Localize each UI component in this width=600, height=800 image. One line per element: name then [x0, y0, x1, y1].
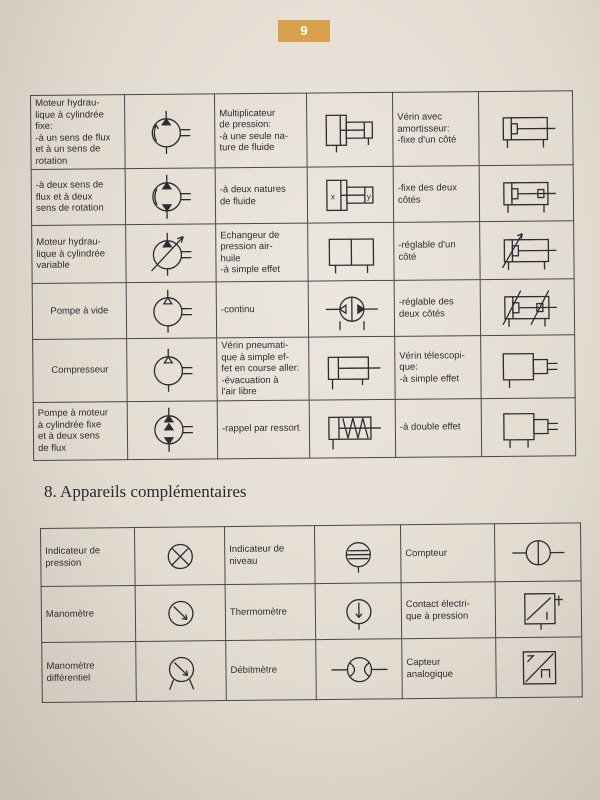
- analog-sensor-icon: [496, 637, 583, 698]
- level-indicator-icon: [314, 525, 401, 584]
- manometer-icon: [135, 585, 226, 642]
- table-cell-label: Thermomètre: [225, 584, 316, 641]
- fixed-motor-two-way-icon: [125, 168, 215, 225]
- table-cell-label: -à deux natures de fluide: [215, 167, 307, 224]
- table-cell-label: Moteur hydrau- lique à cylindrée variable: [32, 225, 127, 284]
- pressure-switch-icon: [495, 581, 582, 638]
- table-row: [32, 279, 574, 340]
- page-number-badge: 9: [278, 20, 330, 42]
- table-cell-label: -réglable des deux côtés: [394, 280, 480, 337]
- svg-text:y: y: [366, 191, 371, 201]
- table-cell-label: Manomètre différentiel: [42, 642, 137, 703]
- pressure-intensifier-single-icon: [306, 92, 393, 167]
- table-cell-label: -à deux sens de flux et à deux sens de rotation: [31, 169, 125, 226]
- telescopic-cylinder-single-icon: [481, 335, 576, 398]
- table-cell-label: Manomètre: [41, 586, 136, 643]
- spring-return-cylinder-icon: [309, 399, 396, 458]
- table-cell-label: Débitmètre: [226, 640, 317, 701]
- fixed-motor-one-way-icon: [125, 94, 216, 169]
- table-row: [33, 335, 576, 402]
- table-cell-label: Moteur hydrau- lique à cylindrée fixe: -à un sens de flux et à un sens de rotation: [31, 95, 126, 170]
- table-cell-label: Compteur: [400, 524, 495, 583]
- table-cell-label: -fixe des deux côtés: [393, 166, 479, 223]
- pump-motor-icon: [127, 400, 218, 459]
- table-cell-label: Compresseur: [33, 339, 128, 402]
- table-cell-label: Pompe à vide: [32, 283, 126, 340]
- table-row: [41, 581, 582, 643]
- table-cell-label: -réglable d'un côté: [394, 222, 481, 281]
- table-row: [41, 523, 582, 587]
- table-row: [32, 221, 574, 284]
- pressure-indicator-icon: [135, 527, 226, 586]
- compressor-icon: [127, 338, 218, 401]
- table-cell-label: Vérin avec amortisseur: -fixe d'un côté: [392, 92, 479, 167]
- cushioned-cylinder-both-sides-icon: [479, 165, 573, 222]
- section-heading: 8. Appareils complémentaires: [44, 482, 247, 501]
- vacuum-pump-icon: [126, 282, 216, 339]
- table-row: [31, 165, 573, 226]
- table-cell-label: Indicateur de pression: [41, 528, 136, 587]
- table-cell-label: -continu: [216, 281, 308, 338]
- counter-icon: [494, 523, 581, 582]
- table-cell-label: Pompe à moteur à cylindrée fixe et à deux sens de flux: [33, 401, 128, 460]
- adjustable-cushion-both-sides-icon: [480, 279, 574, 336]
- thermometer-icon: [315, 583, 402, 640]
- svg-text:x: x: [330, 191, 335, 201]
- table-row: [33, 397, 575, 460]
- table-cell-label: Vérin télescopi- que: -à simple effet: [395, 336, 482, 399]
- differential-manometer-icon: [136, 641, 227, 702]
- telescopic-cylinder-double-icon: [481, 397, 576, 456]
- flowmeter-icon: [316, 639, 403, 700]
- table-cell-label: Contact électri- que à pression: [401, 582, 496, 639]
- table-cell-label: Capteur analogique: [402, 638, 497, 699]
- symbols-table-complementary: [40, 522, 583, 703]
- table-cell-label: Vérin pneumati- que à simple ef- fet en course aller: -évacuation à l'air libre: [217, 337, 310, 400]
- air-oil-exchanger-continuous-icon: [308, 280, 394, 337]
- air-oil-exchanger-single-icon: [308, 222, 395, 281]
- adjustable-cushion-one-side-icon: [480, 221, 575, 280]
- cushioned-cylinder-one-side-icon: [478, 91, 573, 166]
- table-row: [42, 637, 583, 703]
- table-cell-label: -à double effet: [395, 398, 482, 457]
- variable-motor-icon: [126, 224, 217, 283]
- table-cell-label: Indicateur de niveau: [224, 526, 315, 585]
- table-cell-label: -rappel par ressort: [217, 400, 310, 459]
- table-cell-label: Multiplicateur de pression: -à une seule na- ture de fluide: [214, 93, 307, 168]
- single-acting-cylinder-vent-icon: [309, 336, 396, 399]
- pressure-intensifier-dual-icon: [307, 166, 393, 223]
- symbols-table-actuators: [30, 90, 576, 460]
- table-row: [31, 91, 574, 170]
- table-cell-label: Echangeur de pression air- huile -à simple effet: [216, 223, 309, 282]
